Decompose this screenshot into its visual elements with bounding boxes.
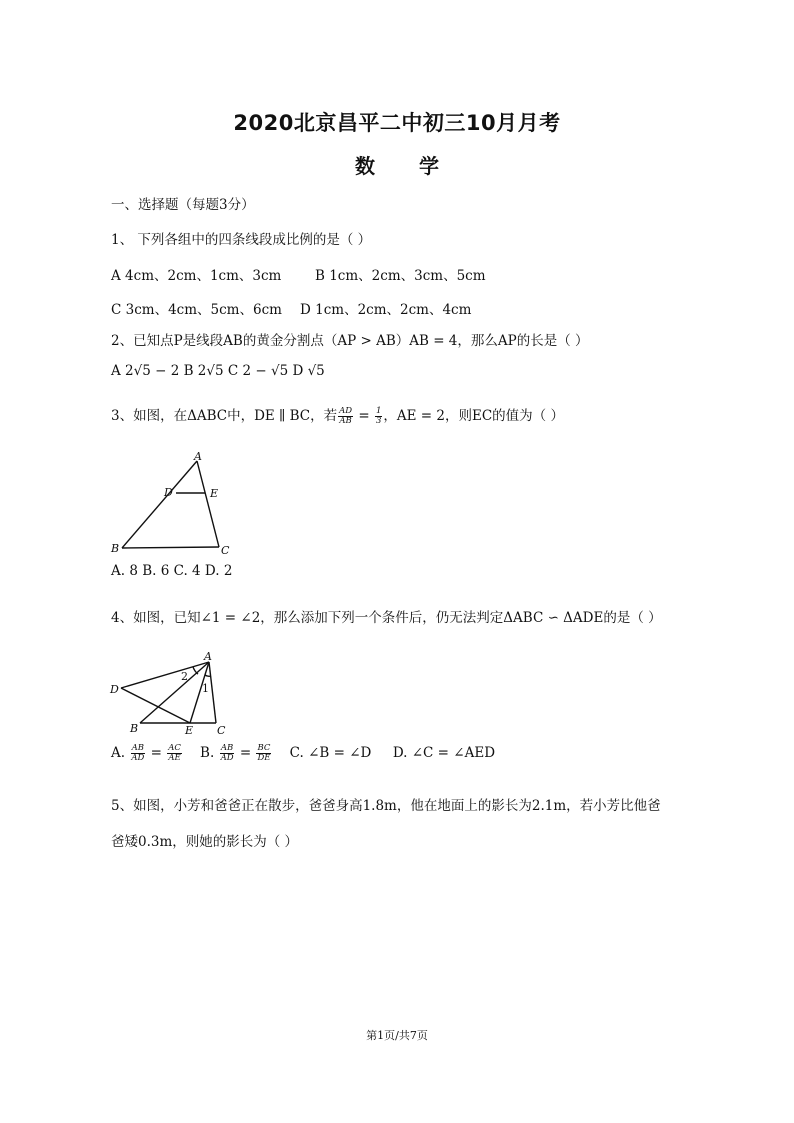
- q4-line-da: [121, 662, 209, 688]
- q4-option-b-frac1: [220, 744, 235, 763]
- q3-triangle-figure: [105, 448, 245, 560]
- q3-stem-suffix: ，AE = 2，则EC的值为（ ）: [383, 408, 564, 424]
- q5-line1: 5、如图，小芳和爸爸正在散步，爸爸身高1.8m，他在地面上的影长为2.1m，若小芳比他爸: [111, 798, 661, 814]
- q1-stem: 1、 下列各组中的四条线段成比例的是（ ）: [111, 232, 372, 248]
- q4-label-e: E: [185, 724, 194, 737]
- q3-side-bc: [122, 547, 219, 548]
- q4-a-den1: AD: [131, 753, 145, 763]
- q3-frac2-num: 1: [375, 406, 382, 416]
- q3-frac2-den: 3: [375, 416, 382, 426]
- page-title: 2020北京昌平二中初三10月月考: [233, 111, 561, 135]
- q3-fraction-ad-ab: [338, 407, 353, 426]
- q4-option-d: D. ∠C = ∠AED: [392, 745, 496, 761]
- q4-label-b: B: [130, 722, 139, 735]
- q3-label-e: E: [210, 487, 219, 500]
- q1-option-c: C 3cm、4cm、5cm、6cm: [111, 302, 282, 318]
- q4-option-b-frac2: [256, 744, 271, 763]
- section-heading: 一、选择题（每题3分）: [111, 197, 255, 213]
- q3-label-c: C: [221, 544, 230, 557]
- q1-option-b: B 1cm、2cm、3cm、5cm: [315, 268, 486, 284]
- q3-side-ac: [197, 461, 219, 547]
- q3-label-b: B: [111, 542, 120, 555]
- q4-b-den2: DE: [257, 753, 271, 763]
- q4-a-num2: AC: [168, 743, 181, 753]
- q3-options: A. 8 B. 6 C. 4 D. 2: [111, 563, 233, 579]
- q4-angle-arc-2: [193, 667, 198, 674]
- q3-label-d: D: [164, 486, 173, 499]
- q4-label-angle-2: 2: [181, 670, 188, 683]
- q4-label-angle-1: 1: [202, 682, 209, 695]
- q4-option-c: C. ∠B = ∠D: [289, 745, 372, 761]
- q4-a-eq: =: [146, 745, 167, 761]
- q4-triangle-figure: [105, 650, 245, 740]
- q2-stem: 2、已知点P是线段AB的黄金分割点（AP > AB）AB = 4，那么AP的长是（ ）: [111, 333, 589, 349]
- q4-line-ab: [140, 662, 209, 723]
- q4-b-eq: =: [235, 745, 256, 761]
- q4-a-num1: AB: [131, 743, 145, 753]
- q4-option-a-frac1: [130, 744, 145, 763]
- q5-line2: 爸矮0.3m，则她的影长为（ ）: [111, 834, 299, 850]
- q3-fraction-one-third: [375, 407, 382, 426]
- q3-label-a: A: [194, 450, 202, 463]
- q4-label-d: D: [110, 683, 119, 696]
- q4-line-de: [121, 688, 190, 723]
- page-footer: 第1页/共7页: [366, 1029, 428, 1042]
- q3-stem: [111, 404, 564, 426]
- q2-options: A 2√5 − 2 B 2√5 C 2 − √5 D √5: [111, 363, 325, 379]
- q3-eq: =: [354, 408, 374, 424]
- q4-a-den2: AE: [168, 753, 181, 763]
- q3-frac-den: AB: [339, 416, 352, 426]
- q4-line-ac: [209, 662, 216, 723]
- q4-b-num1: AB: [220, 743, 234, 753]
- q4-option-b-label: B.: [200, 745, 215, 761]
- q1-option-a: A 4cm、2cm、1cm、3cm: [111, 268, 282, 284]
- q4-label-a: A: [204, 650, 212, 663]
- q3-side-ab: [122, 461, 197, 548]
- q4-option-a-label: A.: [111, 745, 126, 761]
- q4-options: [111, 744, 495, 763]
- q4-b-num2: BC: [257, 743, 271, 753]
- q1-option-d: D 1cm、2cm、2cm、4cm: [300, 302, 472, 318]
- q4-label-c: C: [217, 724, 226, 737]
- page-subtitle: 数学: [355, 154, 483, 178]
- q4-stem: 4、如图，已知∠1 = ∠2，那么添加下列一个条件后，仍无法判定ΔABC ∽ ΔADE的是（ ）: [111, 610, 662, 626]
- q3-frac-num: AD: [339, 406, 353, 416]
- q4-option-a-frac2: [167, 744, 182, 763]
- q4-b-den1: AD: [220, 753, 234, 763]
- q3-stem-prefix: 3、如图，在ΔABC中，DE ∥ BC，若: [111, 408, 338, 424]
